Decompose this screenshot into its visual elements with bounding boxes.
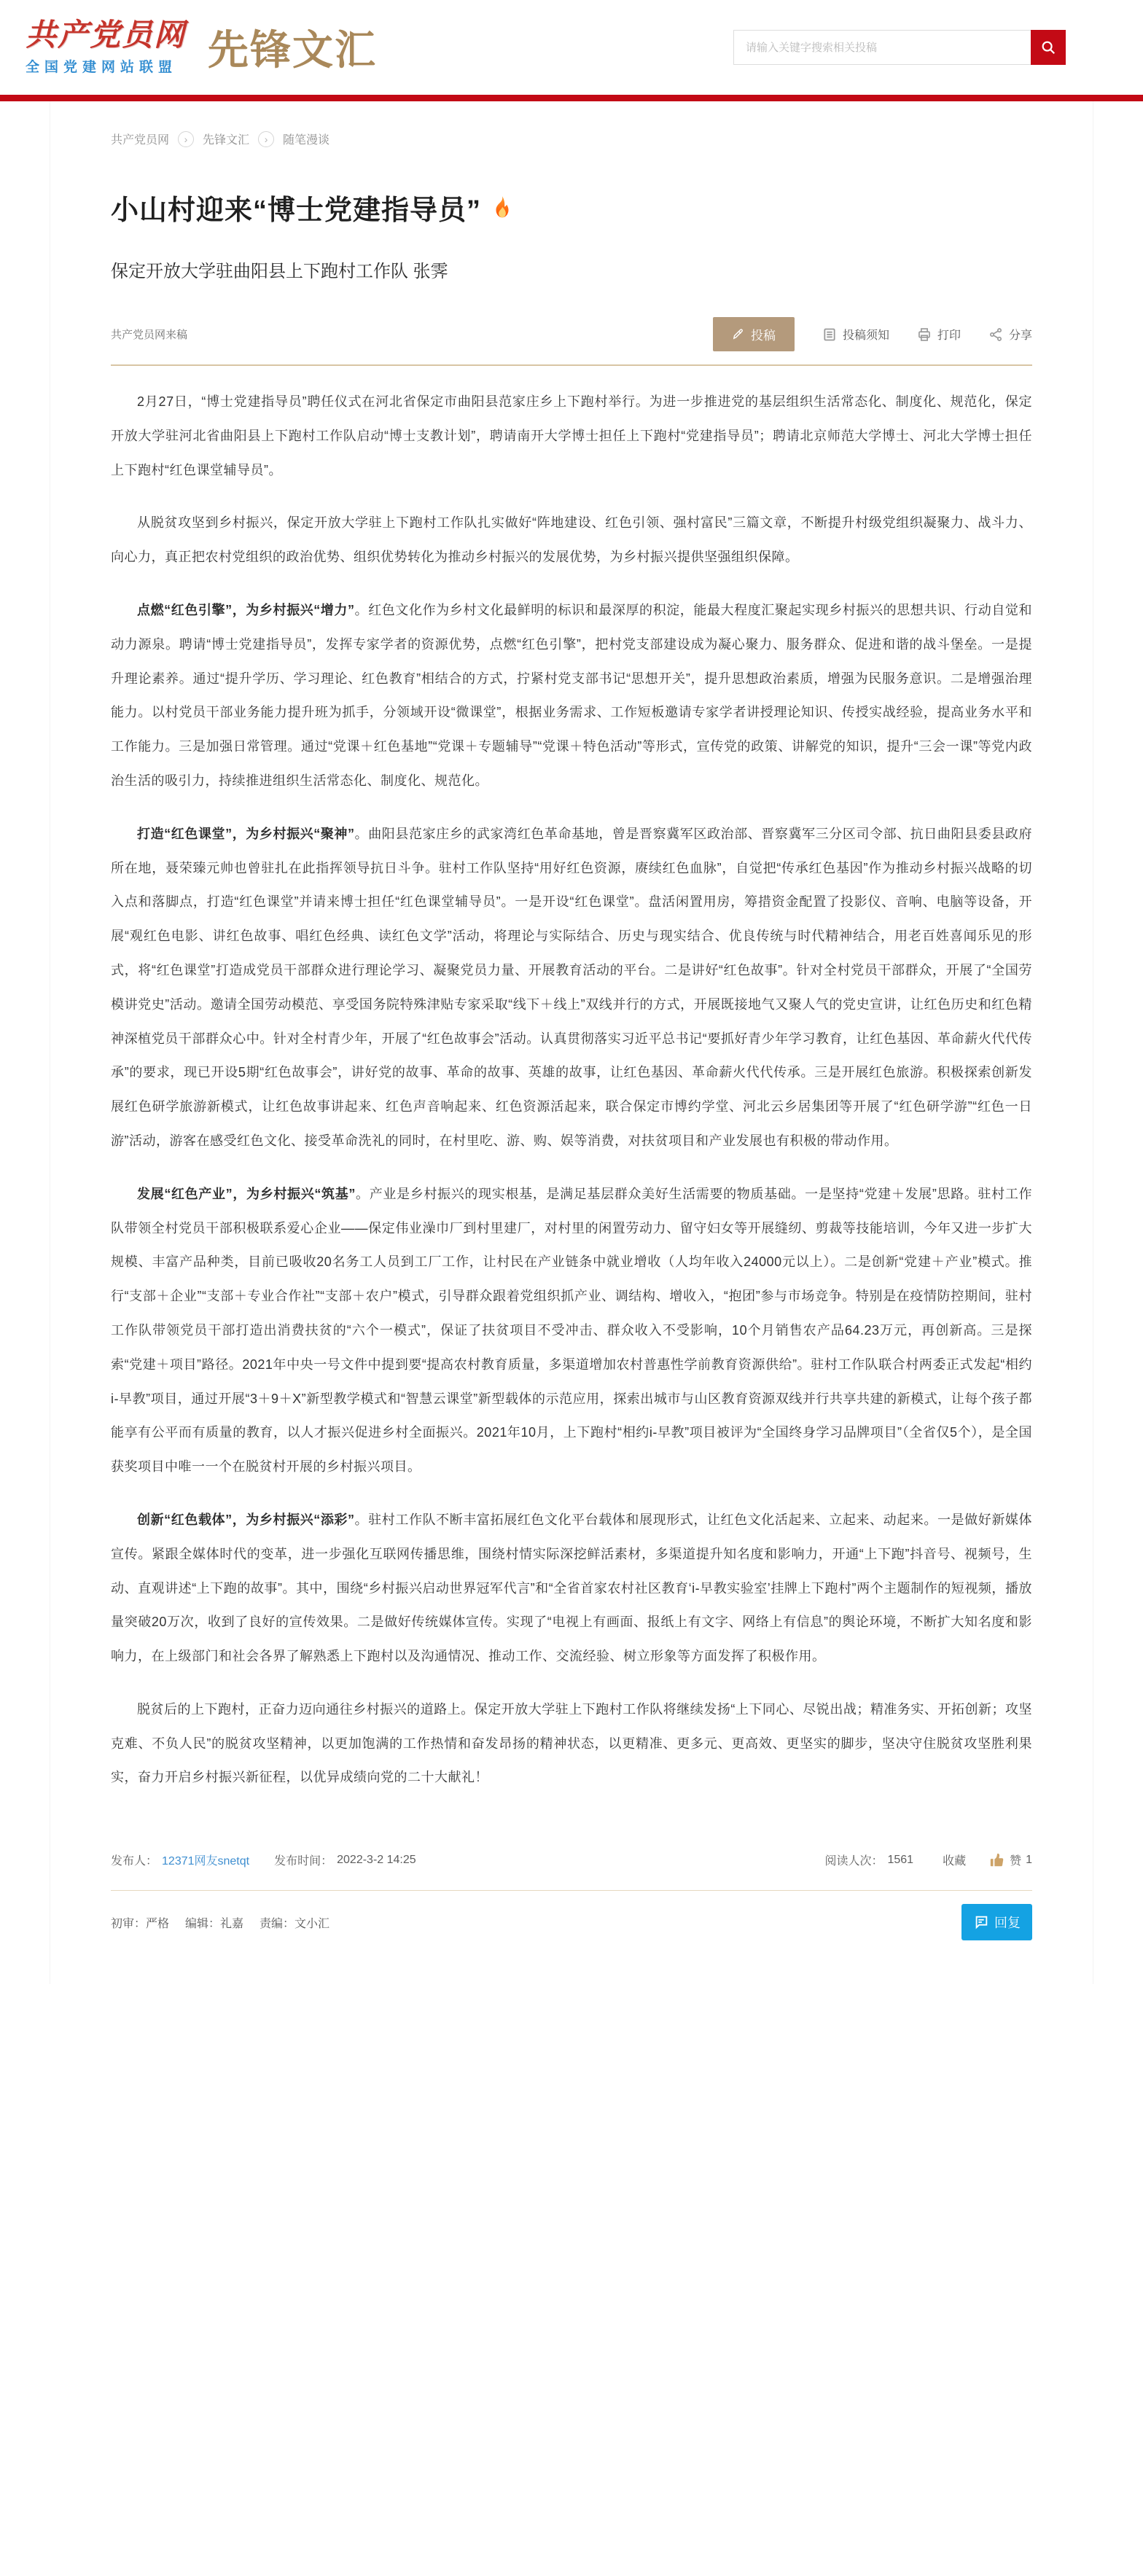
chief-editor: 责编：文小汇 — [260, 1917, 330, 1930]
search-input[interactable] — [733, 30, 1031, 65]
reply-button[interactable] — [961, 1904, 1032, 1940]
paragraph-text: 。曲阳县范家庄乡的武家湾红色革命基地，曾是晋察冀军区政治部、晋察冀军三分区司令部、抗日曲阳县委县政府所在地，聂荣臻元帅也曾驻扎在此指挥领导抗日斗争。驻村工作队坚持“用好红色资源，赓续红色血脉”，自觉把“传承红色基因”作为推动乡村振兴战略的切入点和落脚点，打造“红色课堂”并请来博士担任“红色课堂辅导员”。一是开设“红色课堂”。盘活闲置用房，筹措资金配置了投影仪、音响、电脑等设备，开展“观红色电影、讲红色故事、唱红色经典、读红色文学”活动，将理论与实际结合、历史与现实结合、优良传统与时代精神结合，用老百姓喜闻乐见的形式，将“红色课堂”打造成党员干部群众进行理论学习、凝聚党员力量、开展教育活动的平台。二是讲好“红色故事”。针对全村党员干部群众，开展了“全国劳模讲党史”活动。邀请全国劳动模范、享受国务院特殊津贴专家采取“线下＋线上”双线并行的方式，开展既接地气又聚人气的党史宣讲，让红色历史和红色精神深植党员干部群众心中。针对全村青少年，开展了“红色故事会”活动。认真贯彻落实习近平总书记“要抓好青少年学习教育，让红色基因、革命薪火代代传承”的要求，现已开设5期“红色故事会”，讲好党的故事、革命的故事、英雄的故事，让红色基因、革命薪火代代传承。三是开展红色旅游。积极探索创新发展红色研学旅游新模式，让红色故事讲起来、红色声音响起来、红色资源活起来，联合保定市博约学堂、河北云乡居集团等开展了“红色研学游”“红色一日游”活动，游客在感受红色文化、接受革命洗礼的同时，在村里吃、游、购、娱等消费，对扶贫项目和产业发展也有积极的带动作用。 — [111, 826, 1033, 1148]
breadcrumb-home[interactable]: 共产党员网 — [111, 134, 170, 147]
footer-divider — [111, 1890, 1032, 1891]
notice-label: 投稿须知 — [842, 329, 889, 342]
paragraph-lead: 创新“红色载体”，为乡村振兴“添彩” — [137, 1512, 355, 1527]
flame-icon — [491, 195, 513, 220]
pencil-icon — [732, 328, 744, 340]
paragraph-text: 。驻村工作队不断丰富拓展红色文化平台载体和展现形式，让红色文化活起来、立起来、动起来。一是做好新媒体宣传。紧跟全媒体时代的变革，进一步强化互联网传播思维，围绕村情实际深挖鲜活素材，多渠道提升知名度和影响力，开通“上下跑”抖音号、视频号，生动、直观讲述“上下跑的故事”。其中，围绕“乡村振兴启动世界冠军代言”和“全省首家农村社区教育‘i-早教实验室’挂牌上下跑村”两个主题制作的短视频，播放量突破20万次，收到了良好的宣传效果。二是做好传统媒体宣传。实现了“电视上有画面、报纸上有文字、网络上有信息”的舆论环境，不断扩大知名度和影响力，在上级部门和社会各界了解熟悉上下跑村以及沟通情况、推动工作、交流经验、树立形象等方面发挥了积极作用。 — [111, 1512, 1033, 1664]
submit-label: 投稿 — [750, 329, 776, 343]
chevron-circle-icon: › — [258, 131, 274, 147]
article-paragraph — [111, 1177, 1032, 1484]
paragraph-text: 。红色文化作为乡村文化最鲜明的标识和最深厚的积淀，能最大程度汇聚起实现乡村振兴的思想共识、行动自觉和动力源泉。聘请“博士党建指导员”，发挥专家学者的资源优势，点燃“红色引擎”，把村党支部建设成为凝心聚力、服务群众、促进和谐的战斗堡垒。一是提升理论素养。通过“提升学历、学习理论、红色教育”相结合的方式，拧紧村党支部书记“思想开关”，提升思想政治素质，增强为民服务意识。二是增强治理能力。以村党员干部业务能力提升班为抓手，分领域开设“微课堂”，根据业务需求、工作短板邀请专家学者讲授理论知识、传授实战经验，提高业务水平和工作能力。三是加强日常管理。通过“党课＋红色基地”“党课＋专题辅导”“党课＋特色活动”等形式，宣传党的政策、讲解党的知识，提升“三会一课”等党内政治生活的吸引力，持续推进组织生活常态化、制度化、规范化。 — [111, 602, 1033, 788]
chevron-circle-icon: › — [178, 131, 194, 147]
article-meta — [111, 1851, 1032, 1868]
article-title-text: 小山村迎来“博士党建指导员” — [111, 195, 482, 226]
paragraph-lead: 发展“红色产业”，为乡村振兴“筑基” — [137, 1186, 356, 1201]
printer-icon — [917, 327, 932, 342]
search-button[interactable] — [1031, 30, 1066, 65]
article-paragraph — [111, 1503, 1032, 1674]
paragraph-lead: 打造“红色课堂”，为乡村振兴“聚神” — [137, 826, 355, 841]
site-logo[interactable] — [26, 19, 186, 75]
favorite-button[interactable] — [943, 1851, 966, 1868]
site-section-title: 先锋文汇 — [208, 27, 378, 73]
print-button[interactable] — [917, 326, 961, 343]
like-count: 1 — [1026, 1853, 1032, 1866]
publisher-link[interactable]: 12371网友snetqt — [162, 1855, 250, 1868]
submission-notice-button[interactable] — [822, 326, 889, 343]
read-count: 1561 — [887, 1853, 914, 1866]
credits-row — [111, 1904, 1032, 1940]
article-paragraph — [111, 593, 1032, 798]
paragraph-text: 2月27日，“博士党建指导员”聘任仪式在河北省保定市曲阳县范家庄乡上下跑村举行。为进一步推进党的基层组织生活常态化、制度化、规范化，保定开放大学驻河北省曲阳县上下跑村工作队启动“博士支教计划”，聘请南开大学博士担任上下跑村“党建指导员”；聘请北京师范大学博士、河北大学博士担任上下跑村“红色课堂辅导员”。 — [111, 394, 1032, 477]
toolbar-divider — [111, 364, 1032, 366]
logo-main-text: 共产党员网 — [26, 19, 187, 53]
share-button[interactable] — [988, 326, 1032, 343]
article-paragraph — [111, 506, 1032, 574]
paragraph-lead: 点燃“红色引擎”，为乡村振兴“增力” — [137, 602, 355, 617]
breadcrumb — [111, 101, 1032, 147]
publisher-label: 发布人： — [111, 1855, 158, 1868]
submit-article-button[interactable] — [713, 317, 795, 351]
article-source: 共产党员网来稿 — [111, 329, 188, 341]
search-icon — [1040, 39, 1056, 55]
editor: 编辑：礼嘉 — [185, 1917, 244, 1930]
publish-time-label: 发布时间： — [274, 1855, 333, 1868]
share-nodes-icon — [988, 327, 1003, 342]
share-label: 分享 — [1008, 329, 1032, 342]
article-body — [111, 385, 1032, 1795]
search-box — [733, 30, 1066, 65]
article-subtitle: 保定开放大学驻曲阳县上下跑村工作队 张霁 — [111, 262, 448, 281]
read-count-label: 阅读人次： — [824, 1855, 883, 1868]
reply-label: 回复 — [994, 1916, 1021, 1931]
breadcrumb-section[interactable]: 先锋文汇 — [203, 134, 250, 147]
paragraph-text: 从脱贫攻坚到乡村振兴，保定开放大学驻上下跑村工作队扎实做好“阵地建设、红色引领、强村富民”三篇文章，不断提升村级党组织凝聚力、战斗力、向心力，真正把农村党组织的政治优势、组织优势转化为推动乡村振兴的发展优势，为乡村振兴提供坚强组织保障。 — [111, 515, 1032, 565]
article-paragraph — [111, 385, 1032, 487]
article-paragraph — [111, 817, 1032, 1158]
print-label: 打印 — [937, 329, 961, 342]
thumbs-up-icon — [989, 1852, 1005, 1868]
first-reviewer: 初审：严格 — [111, 1917, 170, 1930]
article-paragraph — [111, 1693, 1032, 1795]
main-wrapper — [50, 101, 1093, 1984]
paragraph-text: 。产业是乡村振兴的现实根基，是满足基层群众美好生活需要的物质基础。一是坚持“党建＋发展”思路。驻村工作队带领全村党员干部积极联系爱心企业——保定伟业澡巾厂到村里建厂，对村里的闲置劳动力、留守妇女等开展缝纫、剪裁等技能培训，今年又进一步扩大规模、丰富产品种类，目前已吸收20名务工人员到工厂工作，让村民在产业链条中就业增收（人均年收入24000元以上）。二是创新“党建＋产业”模式。推行“支部＋企业”“支部＋专业合作社”“支部＋农户”模式，引导群众跟着党组织抓产业、调结构、增收入，“抱团”参与市场竞争。特别是在疫情防控期间，驻村工作队带领党员干部打造出消费扶贫的“六个一模式”，保证了扶贫项目不受冲击、群众收入不受影响，10个月销售农产品64.23万元，再创新高。三是探索“党建＋项目”路径。2021年中央一号文件中提到要“提高农村教育质量，多渠道增加农村普惠性学前教育资源供给”。驻村工作队联合村两委正式发起“相约i-早教”项目，通过开展“3＋9＋X”新型教学模式和“智慧云课堂”新型载体的示范应用，探索出城市与山区教育资源双线并行共享共建的新模式，让每个孩子都能享有公平而有质量的教育，以人才振兴促进乡村全面振兴。2021年10月，上下跑村“相约i-早教”项目被评为“全国终身学习品牌项目”（全省仅5个），是全国获奖项目中唯一一个在脱贫村开展的乡村振兴项目。 — [111, 1186, 1033, 1475]
favorite-label: 收藏 — [943, 1855, 967, 1868]
speech-bubble-icon — [973, 1914, 989, 1930]
article-title — [111, 187, 1032, 227]
paragraph-text: 脱贫后的上下跑村，正奋力迈向通往乡村振兴的道路上。保定开放大学驻上下跑村工作队将继续发扬“上下同心、尽锐出战；精准务实、开拓创新；攻坚克难、不负人民”的脱贫攻坚精神，以更加饱满的工作热情和奋发昂扬的精神状态，以更精准、更多元、更高效、更坚实的脚步，坚决守住脱贫攻坚胜利果实，奋力开启乡村振兴新征程，以优异成绩向党的二十大献礼！ — [111, 1701, 1032, 1785]
site-header — [0, 0, 1143, 95]
like-label: 赞 — [1010, 1855, 1022, 1868]
like-button[interactable] — [989, 1851, 1032, 1868]
document-lines-icon — [822, 327, 837, 342]
logo-sub-text: 全国党建网站联盟 — [26, 59, 178, 75]
article-toolbar — [111, 317, 1032, 351]
publish-time: 2022-3-2 14:25 — [337, 1853, 416, 1866]
brand-red-bar — [0, 95, 1143, 101]
breadcrumb-category[interactable]: 随笔漫谈 — [283, 134, 330, 147]
